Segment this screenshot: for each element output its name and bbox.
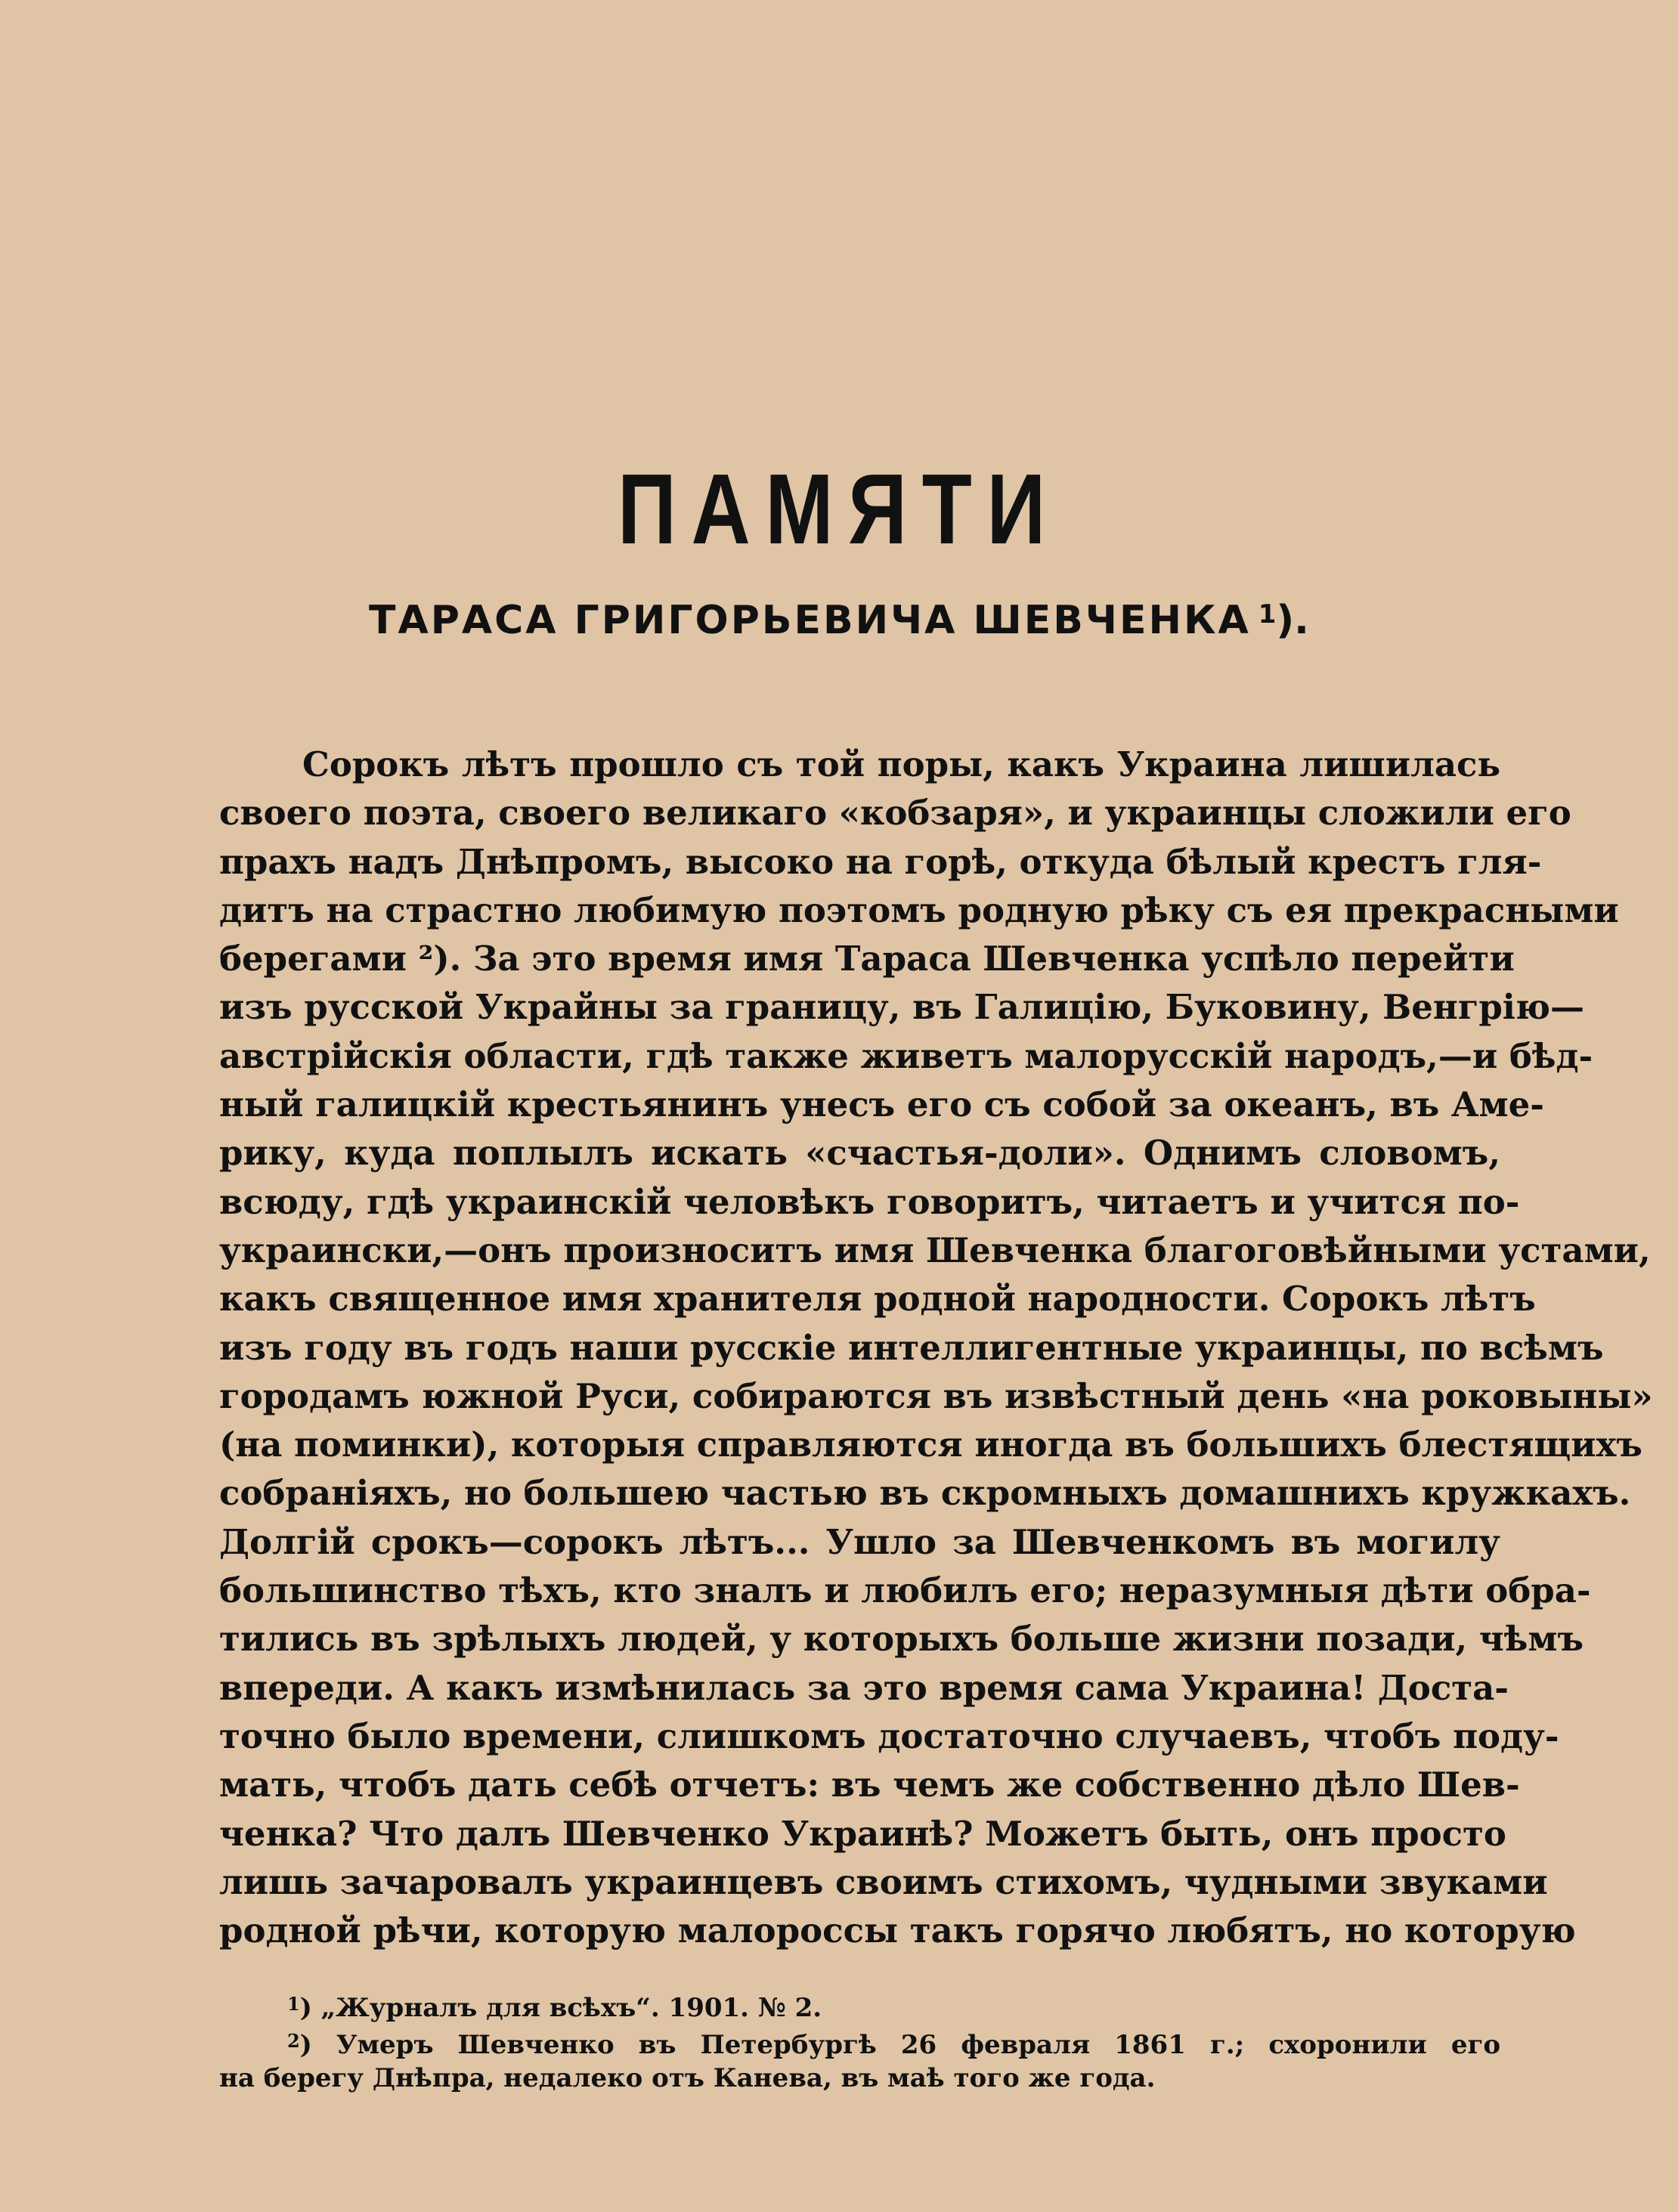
body-line: всюду, гдѣ украинскій человѣкъ говоритъ, читаетъ и учится по- bbox=[219, 1181, 1520, 1222]
subtitle-tail: ). bbox=[1276, 598, 1309, 643]
footnote-mark: 2 bbox=[287, 2030, 300, 2052]
body-line: берегами ²). За это время имя Тараса Шевченка успѣло перейти bbox=[219, 939, 1515, 979]
body-line: лишь зачаровалъ украинцевъ своимъ стихомъ, чудными звуками bbox=[219, 1861, 1548, 1902]
body-line: дитъ на страстно любимую поэтомъ родную рѣку съ ея прекрасными bbox=[219, 889, 1619, 930]
subtitle-footnote-ref: 1 bbox=[1258, 599, 1277, 630]
body-line: ченка? Что далъ Шевченко Украинѣ? Можетъ быть, онъ просто bbox=[219, 1813, 1506, 1854]
body-text bbox=[219, 741, 1653, 1955]
footnotes bbox=[219, 1988, 1500, 2095]
body-line: (на поминки), которыя справляются иногда въ большихъ блестящихъ bbox=[219, 1425, 1642, 1465]
footnote-text: ) Умеръ Шевченко въ Петербургѣ 26 февраля 1861 г.; схоронили его bbox=[299, 2030, 1500, 2060]
body-line: какъ священное имя хранителя родной народности. Сорокъ лѣтъ bbox=[219, 1279, 1536, 1319]
body-line: тились въ зрѣлыхъ людей, у которыхъ больше жизни позади, чѣмъ bbox=[219, 1619, 1584, 1660]
body-line: прахъ надъ Днѣпромъ, высоко на горѣ, откуда бѣлый крестъ гля- bbox=[219, 841, 1542, 882]
subtitle-text: ТАРАСА ГРИГОРЬЕВИЧА ШЕВЧЕНКА bbox=[369, 598, 1251, 643]
body-line: точно было времени, слишкомъ достаточно случаевъ, чтобъ поду- bbox=[219, 1715, 1559, 1756]
body-line: собраніяхъ, но большею частью въ скромныхъ домашнихъ кружкахъ. bbox=[219, 1473, 1631, 1514]
body-line: родной рѣчи, которую малороссы такъ горячо любятъ, но которую bbox=[219, 1910, 1576, 1951]
page-title: ПАМЯТИ bbox=[618, 453, 1060, 565]
body-line: Сорокъ лѣтъ прошло съ той поры, какъ Украина лишилась bbox=[302, 744, 1500, 784]
body-line: городамъ южной Руси, собираются въ извѣстный день «на роковыны» bbox=[219, 1375, 1653, 1416]
footnote-mark: 1 bbox=[287, 1993, 300, 2015]
body-line: своего поэта, своего великаго «кобзаря», и украинцы сложили его bbox=[219, 793, 1571, 834]
body-line: большинство тѣхъ, кто зналъ и любилъ его; неразумныя дѣти обра- bbox=[219, 1570, 1591, 1611]
body-line: впереди. А какъ измѣнилась за это время сама Украина! Доста- bbox=[219, 1667, 1509, 1708]
footnote-2 bbox=[219, 2025, 1500, 2062]
body-line: украински,—онъ произноситъ имя Шевченка благоговѣйными устами, bbox=[219, 1230, 1651, 1270]
footnote-text: ) „Журналъ для всѣхъ“. 1901. № 2. bbox=[299, 1993, 822, 2023]
footnote-1 bbox=[219, 1988, 1500, 2025]
body-line: ный галицкій крестьянинъ унесъ его съ собой за океанъ, въ Аме- bbox=[219, 1084, 1544, 1125]
body-line: изъ году въ годъ наши русскіе интеллигентные украинцы, по всѣмъ bbox=[219, 1327, 1604, 1368]
page-subtitle bbox=[0, 598, 1678, 643]
body-line: рику, куда поплылъ искать «счастья-доли». Однимъ словомъ, bbox=[219, 1133, 1500, 1174]
body-line: мать, чтобъ дать себѣ отчетъ: въ чемъ же собственно дѣло Шев- bbox=[219, 1765, 1520, 1805]
body-line: Долгій срокъ—сорокъ лѣтъ... Ушло за Шевченкомъ въ могилу bbox=[219, 1521, 1500, 1562]
body-line: изъ русской Украйны за границу, въ Галицію, Буковину, Венгрію— bbox=[219, 987, 1585, 1028]
footnote-2-continuation: на берегу Днѣпра, недалеко отъ Канева, въ маѣ того же года. bbox=[219, 2063, 1156, 2093]
body-line: австрійскія области, гдѣ также живетъ малорусскій народъ,—и бѣд- bbox=[219, 1035, 1593, 1076]
